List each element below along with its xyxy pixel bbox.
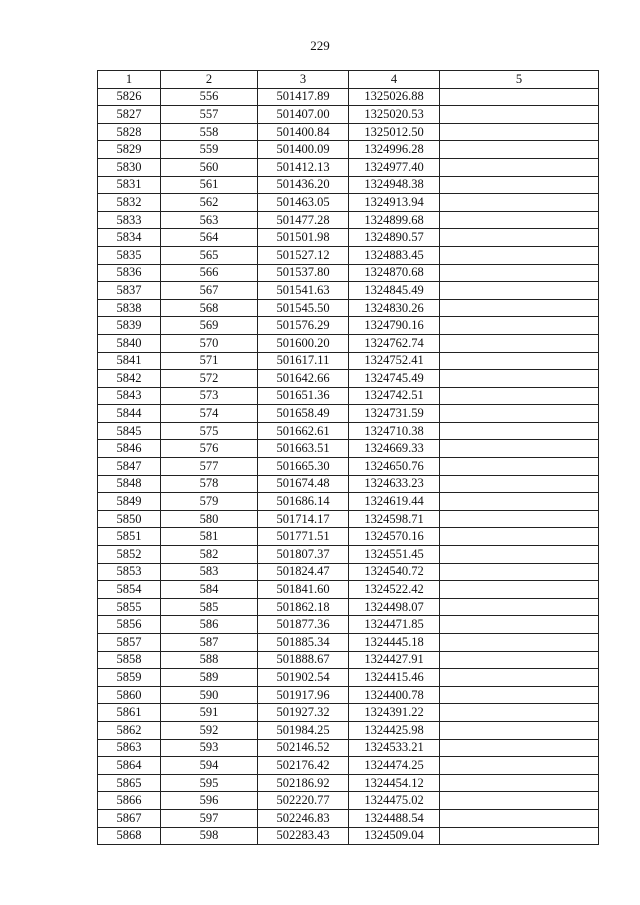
- table-cell: [440, 493, 599, 511]
- table-row: [98, 246, 599, 264]
- table-cell: [440, 686, 599, 704]
- table-row: [98, 299, 599, 317]
- table-cell: 5867: [98, 809, 161, 827]
- table-cell: 591: [161, 704, 258, 722]
- table-cell: 1324830.26: [349, 299, 440, 317]
- table-row: [98, 475, 599, 493]
- table-cell: 502283.43: [258, 827, 349, 845]
- table-cell: 1324996.28: [349, 141, 440, 159]
- column-header: 1: [98, 71, 161, 89]
- table-cell: 501984.25: [258, 721, 349, 739]
- table-cell: 586: [161, 616, 258, 634]
- table-cell: 1324498.07: [349, 598, 440, 616]
- table-row: [98, 422, 599, 440]
- table-row: [98, 158, 599, 176]
- table-cell: 1324731.59: [349, 405, 440, 423]
- table-cell: 1324870.68: [349, 264, 440, 282]
- table-cell: 598: [161, 827, 258, 845]
- table-cell: [440, 774, 599, 792]
- table-row: [98, 546, 599, 564]
- table-cell: 1324425.98: [349, 721, 440, 739]
- table-cell: 5846: [98, 440, 161, 458]
- table-cell: 501527.12: [258, 246, 349, 264]
- table-cell: 1324474.25: [349, 757, 440, 775]
- table-cell: 502220.77: [258, 792, 349, 810]
- table-row: [98, 563, 599, 581]
- table-cell: 501600.20: [258, 334, 349, 352]
- table-cell: 589: [161, 669, 258, 687]
- table-cell: 5837: [98, 282, 161, 300]
- table-cell: [440, 158, 599, 176]
- table-row: [98, 669, 599, 687]
- table-cell: [440, 792, 599, 810]
- table-cell: 501877.36: [258, 616, 349, 634]
- table-cell: 5842: [98, 370, 161, 388]
- table-row: [98, 827, 599, 845]
- table-row: [98, 211, 599, 229]
- table-cell: 501771.51: [258, 528, 349, 546]
- table-cell: [440, 246, 599, 264]
- table-cell: 569: [161, 317, 258, 335]
- table-cell: 1324471.85: [349, 616, 440, 634]
- table-cell: 582: [161, 546, 258, 564]
- table-cell: 501658.49: [258, 405, 349, 423]
- table-cell: 585: [161, 598, 258, 616]
- table-cell: [440, 510, 599, 528]
- table-cell: 5845: [98, 422, 161, 440]
- table-cell: 5839: [98, 317, 161, 335]
- table-cell: 5851: [98, 528, 161, 546]
- table-row: [98, 721, 599, 739]
- table-cell: [440, 229, 599, 247]
- table-cell: 557: [161, 106, 258, 124]
- table-cell: 502176.42: [258, 757, 349, 775]
- table-row: [98, 634, 599, 652]
- table-cell: [440, 264, 599, 282]
- table-cell: 501927.32: [258, 704, 349, 722]
- table-cell: 501501.98: [258, 229, 349, 247]
- table-cell: 501541.63: [258, 282, 349, 300]
- table-cell: 5859: [98, 669, 161, 687]
- table-cell: 571: [161, 352, 258, 370]
- table-cell: 1324710.38: [349, 422, 440, 440]
- table-row: [98, 176, 599, 194]
- table-cell: 5835: [98, 246, 161, 264]
- table-cell: 5863: [98, 739, 161, 757]
- table-cell: 568: [161, 299, 258, 317]
- table-row: [98, 282, 599, 300]
- table-row: [98, 264, 599, 282]
- table-cell: 501477.28: [258, 211, 349, 229]
- table-cell: 5844: [98, 405, 161, 423]
- table-cell: [440, 141, 599, 159]
- table-row: [98, 739, 599, 757]
- table-cell: 1324890.57: [349, 229, 440, 247]
- table-cell: 590: [161, 686, 258, 704]
- table-cell: 501545.50: [258, 299, 349, 317]
- table-cell: 1325020.53: [349, 106, 440, 124]
- table-cell: 501651.36: [258, 387, 349, 405]
- table-cell: 501902.54: [258, 669, 349, 687]
- table-row: [98, 616, 599, 634]
- table-cell: 561: [161, 176, 258, 194]
- table-cell: 1324762.74: [349, 334, 440, 352]
- column-header: 2: [161, 71, 258, 89]
- table-cell: 597: [161, 809, 258, 827]
- table-row: [98, 581, 599, 599]
- table-row: [98, 686, 599, 704]
- column-header: 4: [349, 71, 440, 89]
- table-cell: 502246.83: [258, 809, 349, 827]
- table-cell: 584: [161, 581, 258, 599]
- table-cell: [440, 598, 599, 616]
- table-cell: 5857: [98, 634, 161, 652]
- table-row: [98, 651, 599, 669]
- table-cell: 5852: [98, 546, 161, 564]
- table-cell: 1324650.76: [349, 458, 440, 476]
- table-cell: [440, 194, 599, 212]
- table-cell: 1324745.49: [349, 370, 440, 388]
- table-cell: 501642.66: [258, 370, 349, 388]
- table-row: [98, 809, 599, 827]
- table-cell: 501686.14: [258, 493, 349, 511]
- table-cell: 501663.51: [258, 440, 349, 458]
- table-row: [98, 440, 599, 458]
- table-cell: 1324598.71: [349, 510, 440, 528]
- table-row: [98, 792, 599, 810]
- coordinates-table: [97, 70, 599, 845]
- table-row: [98, 598, 599, 616]
- table-cell: [440, 827, 599, 845]
- table-cell: 501537.80: [258, 264, 349, 282]
- table-cell: 1324445.18: [349, 634, 440, 652]
- table-cell: [440, 334, 599, 352]
- table-cell: 501407.00: [258, 106, 349, 124]
- table-cell: 5865: [98, 774, 161, 792]
- table-cell: [440, 809, 599, 827]
- table-cell: 1324391.22: [349, 704, 440, 722]
- column-header: 5: [440, 71, 599, 89]
- table-cell: 1324509.04: [349, 827, 440, 845]
- table-cell: 5830: [98, 158, 161, 176]
- table-row: [98, 141, 599, 159]
- table-cell: 5864: [98, 757, 161, 775]
- table-cell: 1324669.33: [349, 440, 440, 458]
- table-cell: 1324488.54: [349, 809, 440, 827]
- table-cell: 583: [161, 563, 258, 581]
- table-cell: [440, 458, 599, 476]
- table-cell: 501400.09: [258, 141, 349, 159]
- table-cell: [440, 123, 599, 141]
- table-cell: 594: [161, 757, 258, 775]
- table-row: [98, 123, 599, 141]
- table-cell: [440, 370, 599, 388]
- table-cell: 596: [161, 792, 258, 810]
- table-cell: 501412.13: [258, 158, 349, 176]
- table-row: [98, 370, 599, 388]
- table-cell: 5833: [98, 211, 161, 229]
- table-cell: 1324400.78: [349, 686, 440, 704]
- table-cell: 5836: [98, 264, 161, 282]
- table-cell: 573: [161, 387, 258, 405]
- table-cell: [440, 563, 599, 581]
- table-cell: 501400.84: [258, 123, 349, 141]
- table-cell: 5858: [98, 651, 161, 669]
- table-cell: 558: [161, 123, 258, 141]
- table-row: [98, 757, 599, 775]
- table-cell: 578: [161, 475, 258, 493]
- table-cell: [440, 282, 599, 300]
- table-cell: 577: [161, 458, 258, 476]
- table-cell: [440, 739, 599, 757]
- table-cell: 1324540.72: [349, 563, 440, 581]
- table-cell: 563: [161, 211, 258, 229]
- table-cell: 5834: [98, 229, 161, 247]
- table-cell: 566: [161, 264, 258, 282]
- table-header: [98, 71, 599, 89]
- table-cell: [440, 546, 599, 564]
- table-cell: 1324619.44: [349, 493, 440, 511]
- table-row: [98, 528, 599, 546]
- table-row: [98, 352, 599, 370]
- table-cell: [440, 669, 599, 687]
- table-cell: 1324475.02: [349, 792, 440, 810]
- table-cell: [440, 317, 599, 335]
- table-cell: 1324522.42: [349, 581, 440, 599]
- table-cell: 5868: [98, 827, 161, 845]
- table-cell: [440, 704, 599, 722]
- table-cell: 5861: [98, 704, 161, 722]
- table-cell: 501917.96: [258, 686, 349, 704]
- table-cell: 502186.92: [258, 774, 349, 792]
- table-row: [98, 88, 599, 106]
- table-row: [98, 229, 599, 247]
- table-cell: 5831: [98, 176, 161, 194]
- table-row: [98, 334, 599, 352]
- table-cell: [440, 581, 599, 599]
- table-cell: 5853: [98, 563, 161, 581]
- table-cell: 580: [161, 510, 258, 528]
- table-cell: 5854: [98, 581, 161, 599]
- table-cell: 1325012.50: [349, 123, 440, 141]
- table-cell: 1324633.23: [349, 475, 440, 493]
- table-cell: 5826: [98, 88, 161, 106]
- table-cell: 501824.47: [258, 563, 349, 581]
- table-cell: 1324752.41: [349, 352, 440, 370]
- table-cell: 5841: [98, 352, 161, 370]
- page-number: 229: [310, 38, 330, 53]
- table-cell: 574: [161, 405, 258, 423]
- table-cell: 1324845.49: [349, 282, 440, 300]
- table-cell: 5850: [98, 510, 161, 528]
- table-cell: [440, 405, 599, 423]
- table-cell: 1324427.91: [349, 651, 440, 669]
- table-cell: 501617.11: [258, 352, 349, 370]
- table-cell: 579: [161, 493, 258, 511]
- table-cell: 587: [161, 634, 258, 652]
- table-cell: 581: [161, 528, 258, 546]
- table-row: [98, 106, 599, 124]
- table-cell: 1324883.45: [349, 246, 440, 264]
- table-cell: 501807.37: [258, 546, 349, 564]
- table-cell: 575: [161, 422, 258, 440]
- table-cell: [440, 299, 599, 317]
- table-row: [98, 493, 599, 511]
- table-cell: 501714.17: [258, 510, 349, 528]
- table-body: [98, 88, 599, 845]
- table-row: [98, 317, 599, 335]
- table-cell: 5866: [98, 792, 161, 810]
- table-cell: 5847: [98, 458, 161, 476]
- table-cell: 5848: [98, 475, 161, 493]
- table-cell: [440, 651, 599, 669]
- table-cell: [440, 106, 599, 124]
- table-cell: [440, 616, 599, 634]
- table-cell: 1324415.46: [349, 669, 440, 687]
- table-cell: 501436.20: [258, 176, 349, 194]
- table-cell: [440, 440, 599, 458]
- table-cell: [440, 352, 599, 370]
- table-cell: 1325026.88: [349, 88, 440, 106]
- table-cell: [440, 721, 599, 739]
- table-cell: [440, 634, 599, 652]
- table-cell: [440, 422, 599, 440]
- table-cell: 572: [161, 370, 258, 388]
- table-cell: 556: [161, 88, 258, 106]
- table-cell: 5840: [98, 334, 161, 352]
- table-cell: 1324790.16: [349, 317, 440, 335]
- table-cell: 501665.30: [258, 458, 349, 476]
- table-row: [98, 458, 599, 476]
- table-row: [98, 704, 599, 722]
- table-cell: 5827: [98, 106, 161, 124]
- table-cell: [440, 475, 599, 493]
- table-cell: 567: [161, 282, 258, 300]
- table-cell: 5832: [98, 194, 161, 212]
- table-cell: 5843: [98, 387, 161, 405]
- table-row: [98, 387, 599, 405]
- table-cell: 1324454.12: [349, 774, 440, 792]
- table-cell: 595: [161, 774, 258, 792]
- table-cell: [440, 387, 599, 405]
- column-header: 3: [258, 71, 349, 89]
- table-cell: 501417.89: [258, 88, 349, 106]
- table-cell: [440, 211, 599, 229]
- table-header-row: [98, 71, 599, 89]
- table-cell: 562: [161, 194, 258, 212]
- table-cell: 559: [161, 141, 258, 159]
- table-cell: 576: [161, 440, 258, 458]
- table-cell: 5860: [98, 686, 161, 704]
- table-row: [98, 510, 599, 528]
- table-cell: 5849: [98, 493, 161, 511]
- table-cell: 1324742.51: [349, 387, 440, 405]
- table-cell: 1324948.38: [349, 176, 440, 194]
- table-cell: 501862.18: [258, 598, 349, 616]
- table-cell: 5829: [98, 141, 161, 159]
- table-cell: 501463.05: [258, 194, 349, 212]
- table-cell: 5855: [98, 598, 161, 616]
- table-cell: 501662.61: [258, 422, 349, 440]
- table-cell: 1324899.68: [349, 211, 440, 229]
- table-cell: 565: [161, 246, 258, 264]
- table-cell: 1324551.45: [349, 546, 440, 564]
- table-cell: [440, 88, 599, 106]
- table-cell: 1324913.94: [349, 194, 440, 212]
- table-row: [98, 405, 599, 423]
- table-cell: [440, 528, 599, 546]
- table-cell: [440, 176, 599, 194]
- table-cell: 501576.29: [258, 317, 349, 335]
- table-cell: 501885.34: [258, 634, 349, 652]
- table-cell: 1324977.40: [349, 158, 440, 176]
- table-cell: 5856: [98, 616, 161, 634]
- table-cell: 1324533.21: [349, 739, 440, 757]
- table-cell: 564: [161, 229, 258, 247]
- table-cell: 592: [161, 721, 258, 739]
- table-cell: 570: [161, 334, 258, 352]
- table-cell: 501888.67: [258, 651, 349, 669]
- table-row: [98, 194, 599, 212]
- table-cell: 502146.52: [258, 739, 349, 757]
- table-cell: 593: [161, 739, 258, 757]
- table-cell: 1324570.16: [349, 528, 440, 546]
- table-cell: 560: [161, 158, 258, 176]
- table-cell: 588: [161, 651, 258, 669]
- table-cell: 5862: [98, 721, 161, 739]
- table-cell: 5838: [98, 299, 161, 317]
- table-cell: 501674.48: [258, 475, 349, 493]
- table-cell: 5828: [98, 123, 161, 141]
- table-row: [98, 774, 599, 792]
- table-cell: [440, 757, 599, 775]
- table-cell: 501841.60: [258, 581, 349, 599]
